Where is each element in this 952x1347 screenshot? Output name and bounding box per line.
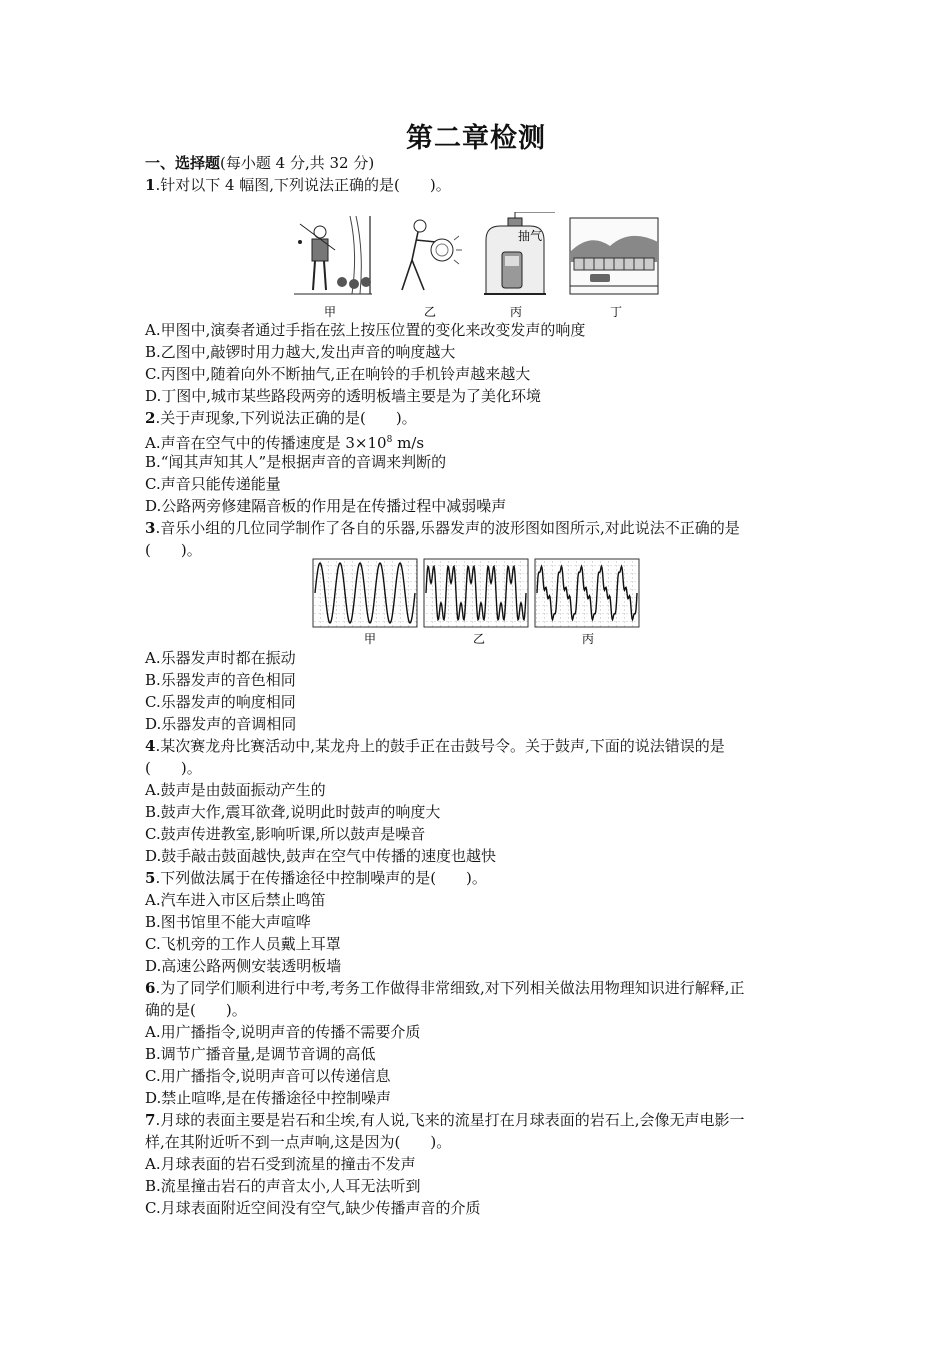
question-1-option-a: A.甲图中,演奏者通过手指在弦上按压位置的变化来改变发声的响度 bbox=[145, 321, 586, 339]
question-3-option-a: A.乐器发声时都在振动 bbox=[145, 649, 296, 667]
question-6-stem-cont: 确的是( )。 bbox=[145, 1001, 247, 1019]
question-7-option-c: C.月球表面附近空间没有空气,缺少传播声音的介质 bbox=[145, 1199, 481, 1217]
question-6-stem bbox=[145, 977, 745, 999]
question-2-option-c: C.声音只能传递能量 bbox=[145, 475, 281, 493]
question-4-option-d: D.鼓手敲击鼓面越快,鼓声在空气中传播的速度也越快 bbox=[145, 847, 497, 865]
question-2-stem bbox=[145, 407, 417, 429]
question-text: .针对以下 4 幅图,下列说法正确的是( )。 bbox=[155, 176, 451, 194]
question-5-option-a: A.汽车进入市区后禁止鸣笛 bbox=[145, 891, 326, 909]
unit: m/s bbox=[392, 434, 425, 452]
question-1-figures bbox=[290, 212, 670, 318]
question-4-stem bbox=[145, 735, 725, 757]
question-text: .为了同学们顺利进行中考,考务工作做得非常细致,对下列相关做法用物理知识进行解释,正 bbox=[155, 979, 745, 997]
question-1-stem bbox=[145, 174, 451, 196]
question-2-option-d: D.公路两旁修建隔音板的作用是在传播过程中减弱噪声 bbox=[145, 497, 507, 515]
waveform-yi bbox=[424, 559, 528, 627]
question-text: .月球的表面主要是岩石和尘埃,有人说,飞来的流星打在月球表面的岩石上,会像无声电影一 bbox=[155, 1111, 745, 1129]
section-label: 一、选择题 bbox=[145, 154, 221, 172]
waveform-label-jia: 甲 bbox=[363, 632, 377, 646]
figure-jia-violinist bbox=[294, 216, 372, 294]
waveform-label-bing: 丙 bbox=[581, 632, 595, 646]
figure-ding-city-road bbox=[570, 218, 658, 294]
question-7-option-b: B.流星撞击岩石的声音太小,人耳无法听到 bbox=[145, 1177, 421, 1195]
question-6-option-d: D.禁止喧哗,是在传播途径中控制噪声 bbox=[145, 1089, 392, 1107]
figure-yi-gong bbox=[402, 220, 462, 290]
question-number: 2 bbox=[145, 409, 156, 427]
question-4-option-b: B.鼓声大作,震耳欲聋,说明此时鼓声的响度大 bbox=[145, 803, 441, 821]
question-7-option-a: A.月球表面的岩石受到流星的撞击不发声 bbox=[145, 1155, 416, 1173]
question-6-option-a: A.用广播指令,说明声音的传播不需要介质 bbox=[145, 1023, 421, 1041]
section-note: (每小题 4 分,共 32 分) bbox=[220, 154, 375, 172]
question-1-option-b: B.乙图中,敲锣时用力越大,发出声音的响度越大 bbox=[145, 343, 456, 361]
question-6-option-c: C.用广播指令,说明声音可以传递信息 bbox=[145, 1067, 391, 1085]
question-text: .关于声现象,下列说法正确的是( )。 bbox=[155, 409, 417, 427]
figure-label-yi: 乙 bbox=[423, 305, 437, 318]
question-7-stem-cont: 样,在其附近听不到一点声响,这是因为( )。 bbox=[145, 1133, 452, 1151]
question-3-waveforms bbox=[312, 557, 642, 649]
question-5-stem bbox=[145, 867, 487, 889]
question-4-stem-cont: ( )。 bbox=[145, 759, 202, 777]
question-3-stem bbox=[145, 517, 740, 539]
exponent: 8 bbox=[386, 435, 393, 445]
question-3-option-b: B.乐器发声的音色相同 bbox=[145, 671, 296, 689]
question-5-option-d: D.高速公路两侧安装透明板墙 bbox=[145, 957, 342, 975]
waveform-jia bbox=[313, 559, 417, 627]
question-text: .某次赛龙舟比赛活动中,某龙舟上的鼓手正在击鼓号令。关于鼓声,下面的说法错误的是 bbox=[155, 737, 725, 755]
waveform-label-yi: 乙 bbox=[472, 632, 486, 646]
question-3-stem-cont: ( )。 bbox=[145, 541, 202, 559]
question-3-option-c: C.乐器发声的响度相同 bbox=[145, 693, 296, 711]
question-number: 1 bbox=[145, 176, 156, 194]
question-number: 6 bbox=[145, 979, 156, 997]
figure-label-jia: 甲 bbox=[323, 305, 337, 318]
question-5-option-c: C.飞机旁的工作人员戴上耳罩 bbox=[145, 935, 341, 953]
question-number: 3 bbox=[145, 519, 156, 537]
question-number: 5 bbox=[145, 869, 156, 887]
question-text: .音乐小组的几位同学制作了各自的乐器,乐器发声的波形图如图所示,对此说法不正确的是 bbox=[155, 519, 740, 537]
figure-label-bing: 丙 bbox=[509, 305, 523, 318]
question-4-option-c: C.鼓声传进教室,影响听课,所以鼓声是噪音 bbox=[145, 825, 426, 843]
question-7-stem bbox=[145, 1109, 745, 1131]
question-6-option-b: B.调节广播音量,是调节音调的高低 bbox=[145, 1045, 376, 1063]
page-title: 第二章检测 bbox=[406, 123, 546, 154]
question-5-option-b: B.图书馆里不能大声喧哗 bbox=[145, 913, 311, 931]
waveform-bing bbox=[535, 559, 639, 627]
section-heading bbox=[145, 152, 374, 174]
figure-text-pump: 抽气 bbox=[518, 229, 543, 243]
figure-bing-bell-jar bbox=[484, 212, 555, 294]
question-1-option-d: D.丁图中,城市某些路段两旁的透明板墙主要是为了美化环境 bbox=[145, 387, 542, 405]
option-text: A.声音在空气中的传播速度是 3×10 bbox=[145, 434, 387, 452]
question-text: .下列做法属于在传播途径中控制噪声的是( )。 bbox=[155, 869, 487, 887]
question-2-option-b: B.“闻其声知其人”是根据声音的音调来判断的 bbox=[145, 453, 447, 471]
question-number: 7 bbox=[145, 1111, 156, 1129]
question-3-option-d: D.乐器发声的音调相同 bbox=[145, 715, 297, 733]
figure-label-ding: 丁 bbox=[609, 305, 623, 318]
question-4-option-a: A.鼓声是由鼓面振动产生的 bbox=[145, 781, 326, 799]
question-number: 4 bbox=[145, 737, 156, 755]
question-1-option-c: C.丙图中,随着向外不断抽气,正在响铃的手机铃声越来越大 bbox=[145, 365, 531, 383]
